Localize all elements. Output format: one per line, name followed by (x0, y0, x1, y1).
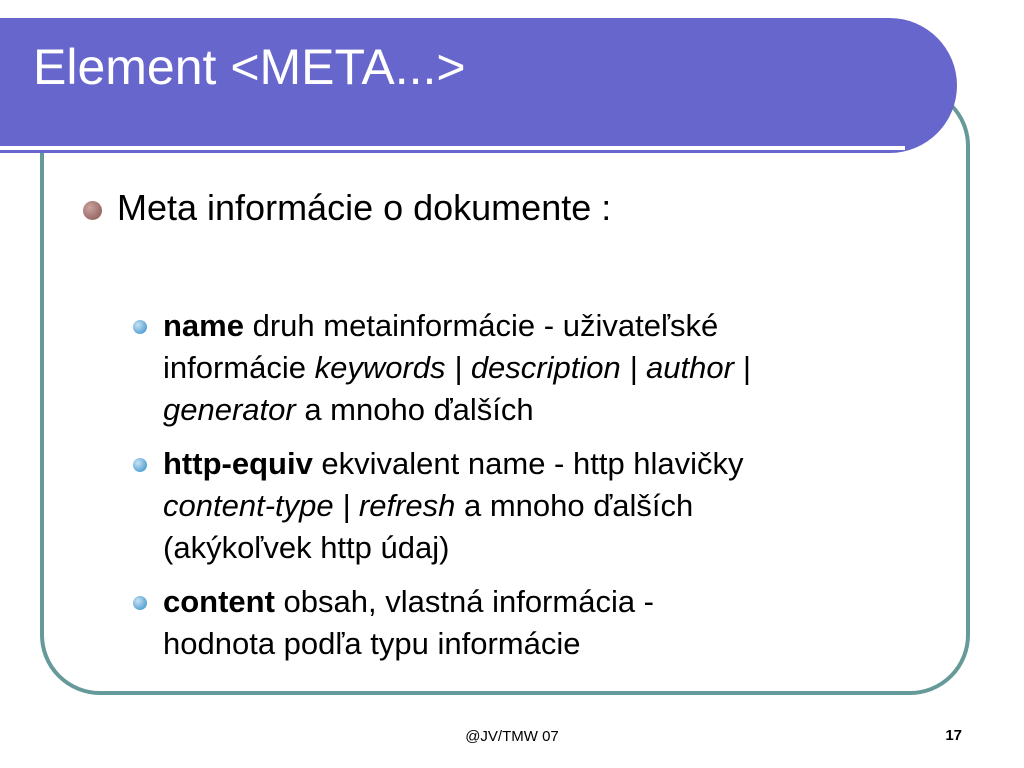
term-http-equiv: http-equiv (163, 446, 313, 481)
item-text: ekvivalent name - http hlavičky (312, 446, 744, 481)
item-text: obsah, vlastná informácia - (274, 584, 655, 619)
list-item-name (132, 305, 932, 431)
page-number: 17 (945, 727, 962, 744)
bullet-icon (133, 320, 147, 334)
main-bullet (80, 186, 950, 229)
list-item-http-equiv (132, 443, 932, 569)
term-content: content (163, 584, 275, 619)
item-italic-text: generator (163, 392, 296, 427)
title-underline (0, 146, 905, 150)
item-italic-text: content-type | refresh (163, 488, 456, 523)
item-text: informácie (163, 350, 315, 385)
footer-credit: @JV/TMW 07 (465, 728, 559, 745)
sub-bullet-list (132, 305, 932, 677)
item-text: druh metainformácie - uživateľské (243, 308, 719, 343)
bullet-icon (133, 458, 147, 472)
item-italic-text: keywords | description | author | (314, 350, 751, 385)
slide-title: Element <META...> (33, 39, 466, 95)
list-item-content (132, 581, 932, 665)
item-text: (akýkoľvek http údaj) (163, 530, 450, 565)
item-text: hodnota podľa typu informácie (163, 626, 581, 661)
main-bullet-text: Meta informácie o dokumente : (117, 187, 612, 228)
term-name: name (163, 308, 244, 343)
bullet-icon (133, 596, 147, 610)
bullet-icon (83, 201, 102, 220)
item-text: a mnoho ďalších (455, 488, 694, 523)
item-text: a mnoho ďalších (295, 392, 534, 427)
